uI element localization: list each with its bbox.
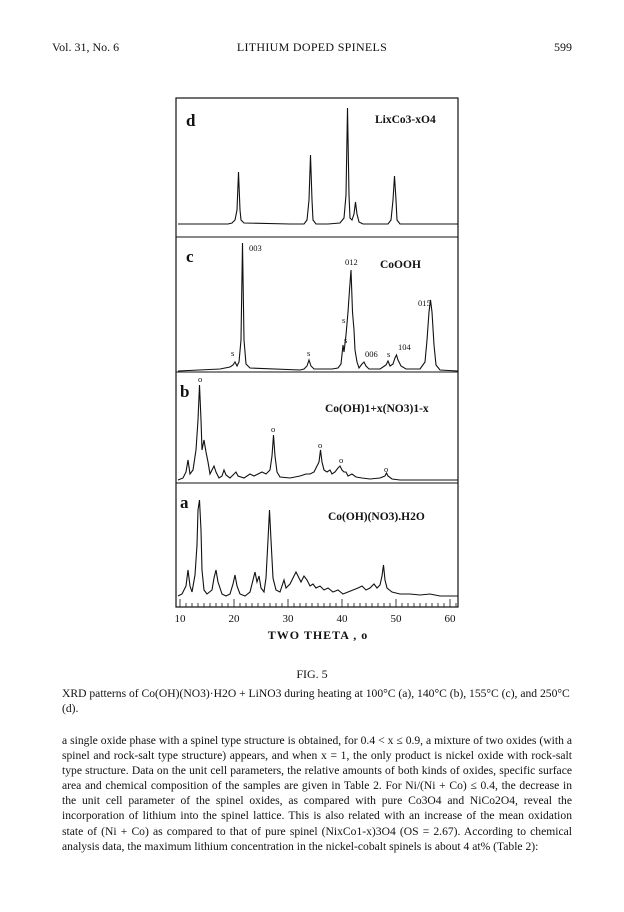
panel-compound-a: Co(OH)(NO3).H2O — [328, 511, 425, 523]
panel-letter-a: a — [180, 493, 189, 512]
x-tick-label: 50 — [390, 613, 402, 625]
figure-caption-title: FIG. 5 — [296, 667, 328, 681]
panel-letter-d: d — [186, 111, 196, 130]
peak-label: s — [231, 348, 235, 358]
peak-label: s — [342, 315, 346, 325]
x-tick-label: 20 — [228, 613, 240, 625]
peak-label: 012 — [345, 257, 358, 267]
body-paragraph: a single oxide phase with a spinel type structure is obtained, for 0.4 < x ≤ 0.9, a mixture of two oxides (with a spinel and rock-salt type structure) appears, and when x = 1, the only product is nickel oxide with rock-salt type structure. Data on the unit cell parameters, the relative amounts of both kinds of oxides, specific surface area and chemical composition of the samples are given in Table 2. For Ni/(Ni + Co) ≤ 0.4, the decrease in the unit cell parameter of the spinel oxides, as compared with pure Co3O4 and NiCo2O4, reveal the incorporation of lithium into the spinel lattice. This is also related with an increase of the mean oxidation state of (Ni + Co) as compared to that of pure spinel (NixCo1-x)3O4 (OS = 2.67). According to chemical analysis data, the maximum lithium concentration in the nickel-cobalt spinels is about 4 at% (Table 2): — [62, 734, 572, 853]
plot-frame — [176, 98, 458, 607]
panel-letter-b: b — [180, 382, 190, 401]
peak-label: o — [198, 374, 203, 384]
peak-label: o — [339, 455, 344, 465]
panel-letter-c: c — [186, 247, 194, 266]
peak-label: s — [344, 335, 348, 345]
page-number: 599 — [554, 40, 572, 54]
peak-label: 006 — [365, 349, 378, 359]
panel-compound-c: CoOOH — [380, 259, 421, 271]
peak-label: o — [318, 440, 323, 450]
peak-label: s — [307, 348, 311, 358]
peak-label: o — [384, 464, 389, 474]
peak-label: 003 — [249, 243, 262, 253]
volume-number: Vol. 31, No. 6 — [52, 40, 120, 54]
xrd-trace-b — [178, 385, 458, 480]
x-tick-label: 60 — [444, 613, 456, 625]
x-tick-label: 30 — [282, 613, 294, 625]
running-title: LITHIUM DOPED SPINELS — [236, 40, 388, 54]
peak-label: 015 — [418, 298, 431, 308]
figure-caption-text: XRD patterns of Co(OH)(NO3)·H2O + LiNO3 during heating at 100°C (a), 140°C (b), 155°C (c), and 250°C (d). — [62, 687, 570, 715]
peak-label: o — [271, 424, 276, 434]
panel-compound-d: LixCo3-xO4 — [375, 114, 436, 126]
x-tick-label: 40 — [336, 613, 348, 625]
panel-compound-b: Co(OH)1+x(NO3)1-x — [325, 403, 429, 415]
x-axis-ticks — [180, 599, 456, 607]
x-axis-title: TWO THETA , o — [267, 628, 369, 642]
peak-label: 104 — [398, 342, 411, 352]
peak-label: s — [387, 349, 391, 359]
x-tick-label: 10 — [174, 613, 186, 625]
